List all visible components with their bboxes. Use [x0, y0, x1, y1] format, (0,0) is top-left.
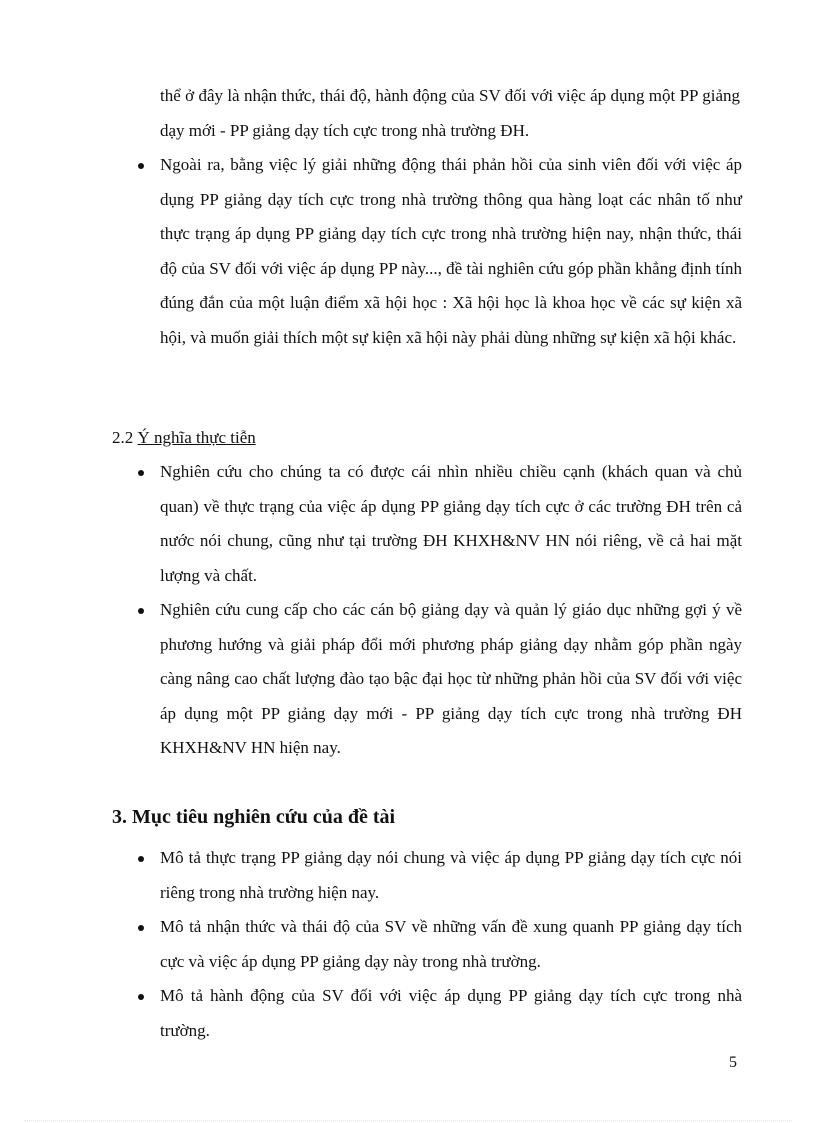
section-3-heading: 3. Mục tiêu nghiên cứu của đề tài: [112, 806, 396, 828]
section-2-2-heading: [112, 425, 256, 451]
list-item: [128, 910, 742, 979]
section-2-2-number: 2.2: [112, 428, 134, 447]
list-item: [128, 979, 742, 1048]
list-item-text: Ngoài ra, bằng việc lý giải những động thái phản hồi của sinh viên đối với việc áp dụng PP giảng dạy tích cực trong nhà trường thông qua hàng loạt các nhân tố như thực trạng áp dụng PP giảng dạy tích cực trong nhà trường hiện nay, nhận thức, thái độ của SV đối với việc áp dụng PP này..., đề tài nghiên cứu góp phần khẳng định tính đúng đắn của một luận điểm xã hội học : Xã hội học là khoa học về các sự kiện xã hội, và muốn giải thích một sự kiện xã hội này phải dùng những sự kiện xã hội khác.: [160, 155, 742, 347]
section-2-2-title: Ý nghĩa thực tiễn: [137, 428, 256, 447]
section-3-bullet-list: [128, 841, 742, 1048]
list-item: [128, 455, 742, 593]
list-item-text: Mô tả thực trạng PP giảng dạy nói chung và việc áp dụng PP giảng dạy tích cực nói riêng trong nhà trường hiện nay.: [160, 848, 742, 902]
intro-bullet-list: [128, 148, 742, 355]
list-item: [128, 841, 742, 910]
bullet-icon: [138, 925, 144, 931]
list-item: [128, 593, 742, 766]
list-item-text: Mô tả hành động của SV đối với việc áp dụng PP giảng dạy tích cực trong nhà trường.: [160, 986, 742, 1040]
page-bottom-divider: [24, 1120, 792, 1121]
bullet-icon: [138, 608, 144, 614]
list-item: [128, 148, 742, 355]
intro-continuation-paragraph: thể ở đây là nhận thức, thái độ, hành động của SV đối với việc áp dụng một PP giảng dạy mới - PP giảng dạy tích cực trong nhà trường ĐH.: [160, 86, 740, 140]
bullet-icon: [138, 994, 144, 1000]
page-number: 5: [729, 1054, 737, 1071]
bullet-icon: [138, 470, 144, 476]
bullet-icon: [138, 856, 144, 862]
list-item-text: Nghiên cứu cho chúng ta có được cái nhìn nhiều chiều cạnh (khách quan và chủ quan) về thực trạng của việc áp dụng PP giảng dạy tích cực ở các trường ĐH trên cả nước nói chung, cũng như tại trường ĐH KHXH&NV HN nói riêng, về cả hai mặt lượng và chất.: [160, 462, 742, 585]
bullet-icon: [138, 163, 144, 169]
list-item-text: Mô tả nhận thức và thái độ của SV về những vấn đề xung quanh PP giảng dạy tích cực và việc áp dụng PP giảng dạy này trong nhà trường.: [160, 917, 742, 971]
list-item-text: Nghiên cứu cung cấp cho các cán bộ giảng dạy và quản lý giáo dục những gợi ý về phương hướng và giải pháp đổi mới phương pháp giảng dạy nhằm góp phần ngày càng nâng cao chất lượng đào tạo bậc đại học từ những phản hồi của SV đối với việc áp dụng một PP giảng dạy mới - PP giảng dạy tích cực trong nhà trường ĐH KHXH&NV HN hiện nay.: [160, 600, 742, 757]
section-2-2-bullet-list: [128, 455, 742, 766]
